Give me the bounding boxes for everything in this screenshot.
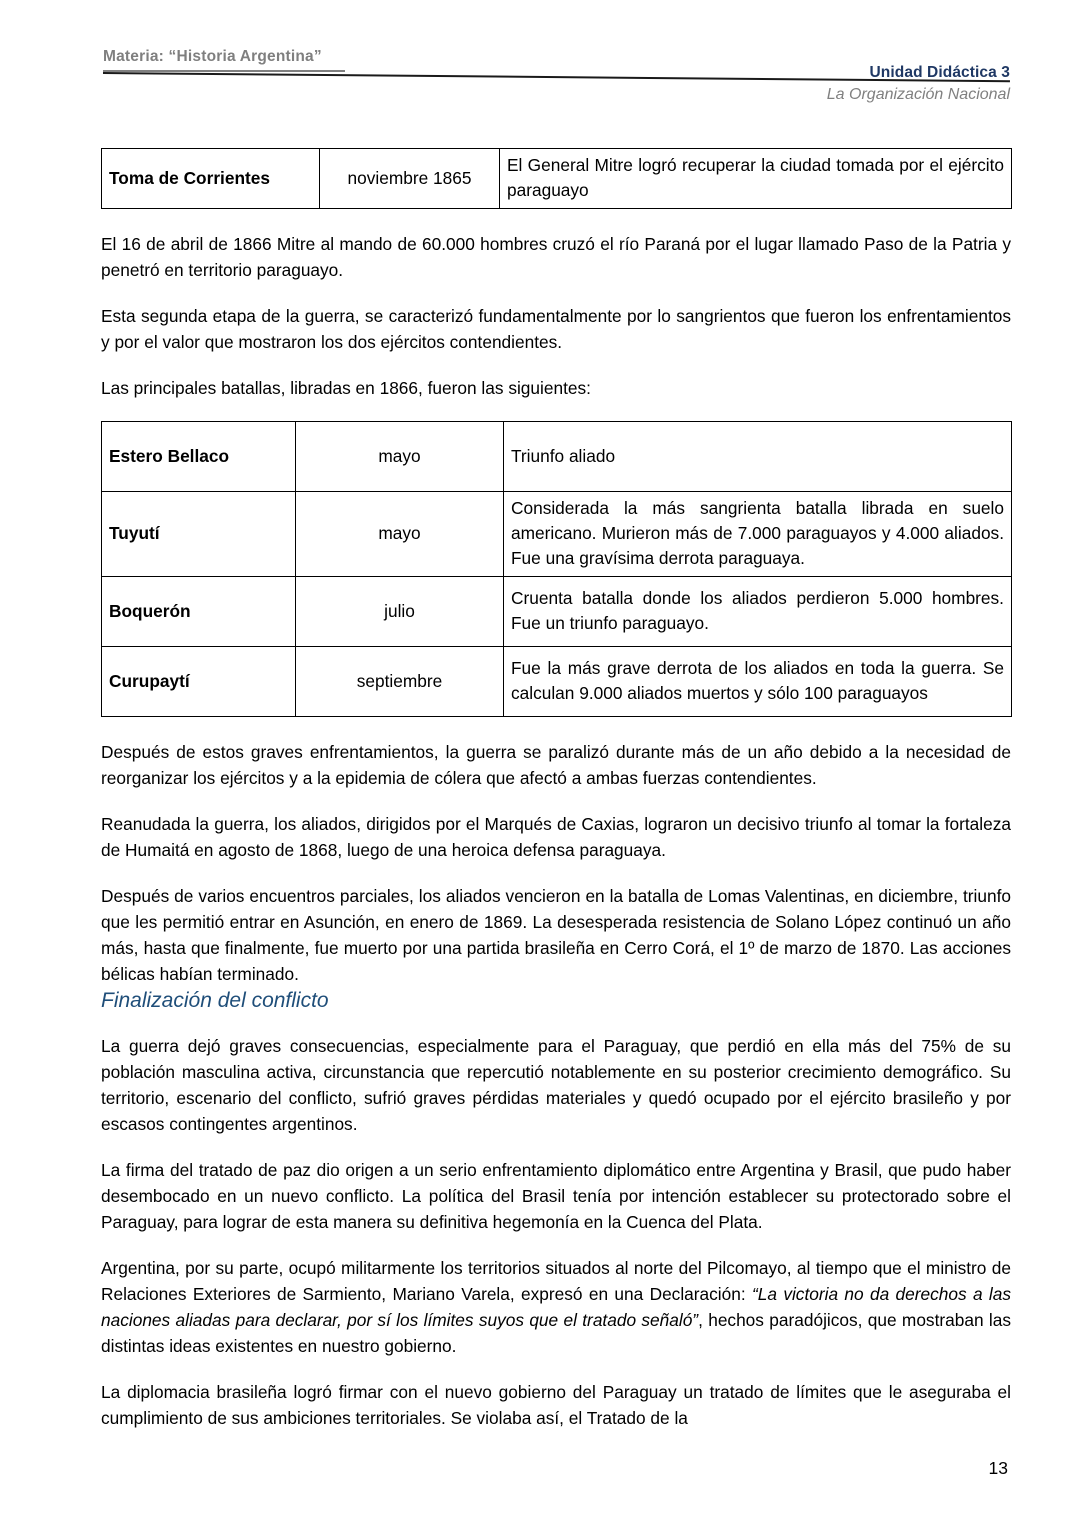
battle-date-cell: noviembre 1865 [320,149,500,209]
battle-description-cell: El General Mitre logró recuperar la ciudad tomada por el ejército paraguayo [500,149,1012,209]
paragraph-crossing-parana: El 16 de abril de 1866 Mitre al mando de 60.000 hombres cruzó el río Paraná por el lugar llamado Paso de la Patria y penetró en territorio paraguayo. [101,234,1011,280]
battle-name-cell: Curupaytí [102,647,296,717]
battle-name-cell: Estero Bellaco [102,422,296,492]
battle-description-cell: Fue la más grave derrota de los aliados en toda la guerra. Se calculan 9.000 aliados muertos y sólo 100 paraguayos [504,647,1012,717]
table-row [102,647,1012,717]
battle-date-cell: mayo [296,422,504,492]
paragraph-humaita: Reanudada la guerra, los aliados, dirigidos por el Marqués de Caxias, lograron un decisivo triunfo al tomar la fortaleza de Humaitá en agosto de 1868, luego de una heroica defensa paraguaya. [101,814,1011,860]
declaration-text-after: , hechos paradójicos, que mostraban las distintas ideas existentes en nuestro gobierno. [101,1310,1011,1356]
battles-table [101,421,1012,717]
paragraph-war-paralysis: Después de estos graves enfrentamientos, la guerra se paralizó durante más de un año debido a la necesidad de reorganizar los ejércitos y a la epidemia de cólera que afectó a ambas fuerzas contendientes. [101,742,1011,788]
section-heading-finalizacion: Finalización del conflicto [101,989,329,1012]
table-row [102,422,1012,492]
document-content [101,148,1011,1451]
page-number: 13 [988,1458,1008,1478]
table-row [102,492,1012,577]
battle-name-cell: Toma de Corrientes [102,149,320,209]
declaration-text-before: Argentina, por su parte, ocupó militarmente los territorios situados al norte del Pilcomayo, al tiempo que el ministro de Relaciones Exteriores de Sarmiento, Mariano Varela, expresó en una Declaración: [101,1258,1011,1304]
table-row [102,149,1012,209]
header-unit-title: Unidad Didáctica 3 [869,64,1010,81]
header-unit-subtitle: La Organización Nacional [826,86,1010,103]
paragraph-consequences: La guerra dejó graves consecuencias, especialmente para el Paraguay, que perdió en ella más del 75% de su población masculina activa, circunstancia que repercutió notablemente en su posterior crecimiento demográfico. Su territorio, escenario del conflicto, sufrió graves pérdidas materiales y quedó ocupado por el ejército brasileño y por escasos contingentes argentinos. [101,1036,1011,1134]
page-header [0,0,1080,120]
paragraph-second-stage: Esta segunda etapa de la guerra, se caracterizó fundamentalmente por lo sangrientos que fueron los enfrentamientos y por el valor que mostraron los dos ejércitos contendientes. [101,306,1011,352]
paragraph-lomas-valentinas: Después de varios encuentros parciales, los aliados vencieron en la batalla de Lomas Valentinas, en diciembre, triunfo que les permitió entrar en Asunción, en enero de 1869. La desesperada resistencia de Solano López continuó un año más, hasta que finalmente, fue muerto por una partida brasileña en Cerro Corá, el 1º de marzo de 1870. Las acciones bélicas habían terminado. [101,886,1011,984]
table-row [102,577,1012,647]
battle-date-cell: septiembre [296,647,504,717]
varela-quote: “La victoria no da derechos a las naciones aliadas para declarar, por sí los límites suyos que el tratado señaló” [101,1284,1012,1330]
battle-date-cell: julio [296,577,504,647]
battle-description-cell: Cruenta batalla donde los aliados perdieron 5.000 hombres. Fue un triunfo paraguayo. [504,577,1012,647]
paragraph-brazilian-diplomacy: La diplomacia brasileña logró firmar con el nuevo gobierno del Paraguay un tratado de límites que le aseguraba el cumplimiento de sus ambiciones territoriales. Se violaba así, el Tratado de la [101,1382,1011,1428]
battle-description-cell: Considerada la más sangrienta batalla librada en suelo americano. Murieron más de 7.000 paraguayos y 4.000 aliados. Fue una gravísima derrota paraguaya. [504,492,1012,577]
battle-date-cell: mayo [296,492,504,577]
paragraph-argentina-declaration [101,1255,1011,1359]
battle-description-cell: Triunfo aliado [504,422,1012,492]
battle-name-cell: Boquerón [102,577,296,647]
paragraph-peace-treaty: La firma del tratado de paz dio origen a un serio enfrentamiento diplomático entre Argentina y Brasil, que pudo haber desembocado en un nuevo conflicto. La política del Brasil tenía por intención establecer su protectorado sobre el Paraguay, para lograr de esta manera su definitiva hegemonía en la Cuenca del Plata. [101,1160,1011,1232]
paragraph-main-battles-intro: Las principales batallas, libradas en 1866, fueron las siguientes: [101,378,591,398]
corrientes-table [101,148,1012,209]
battle-name-cell: Tuyutí [102,492,296,577]
header-subject: Materia: “Historia Argentina” [103,48,322,65]
